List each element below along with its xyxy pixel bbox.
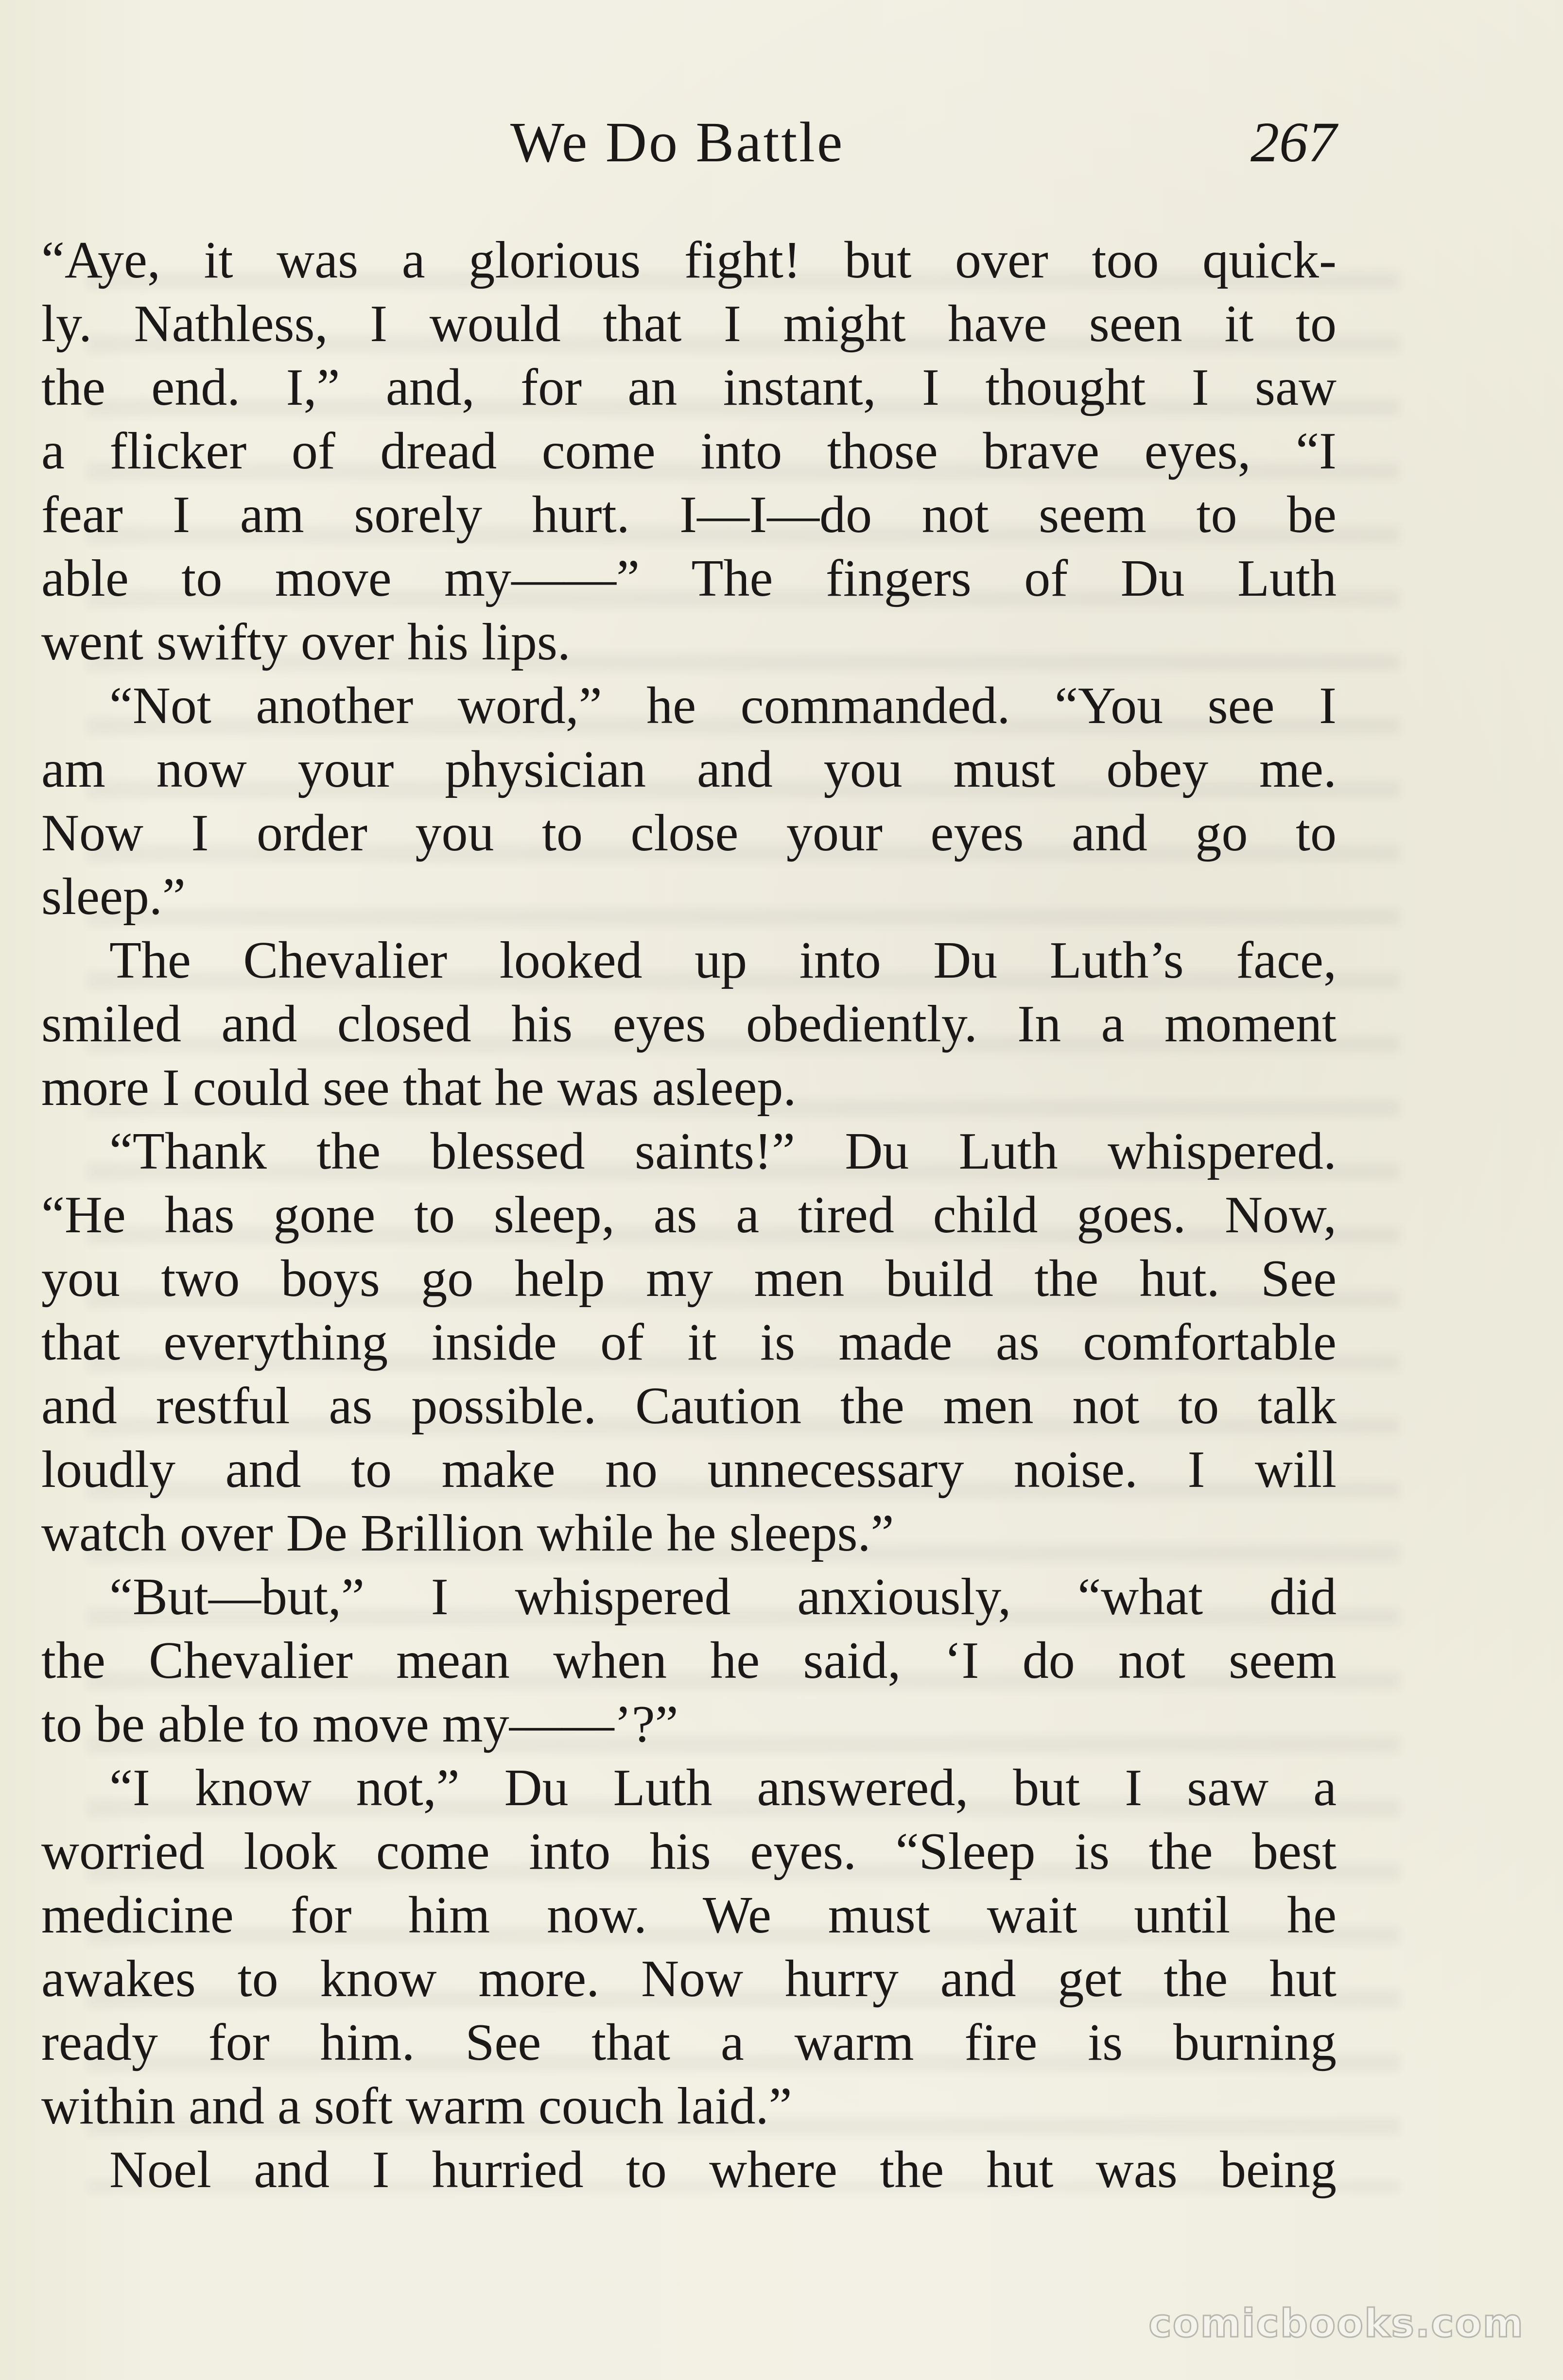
text-line: “Aye, it was a glorious fight! but over too quick- xyxy=(41,231,1337,289)
text-line: a flicker of dread come into those brave eyes, “I xyxy=(41,422,1337,480)
text-line: watch over De Brillion while he sleeps.” xyxy=(41,1504,894,1562)
text-line: more I could see that he was asleep. xyxy=(41,1059,797,1117)
text-line: sleep.” xyxy=(41,868,186,926)
text-line: awakes to know more. Now hurry and get the hut xyxy=(41,1950,1337,2008)
text-line: medicine for him now. We must wait until he xyxy=(41,1886,1337,1944)
text-line: worried look come into his eyes. “Sleep is the best xyxy=(41,1823,1337,1880)
text-line: smiled and closed his eyes obediently. In a moment xyxy=(41,995,1337,1053)
text-line: The Chevalier looked up into Du Luth’s face, xyxy=(109,931,1337,989)
text-line: fear I am sorely hurt. I—I—do not seem to be xyxy=(41,486,1337,544)
text-line: am now your physician and you must obey me. xyxy=(41,741,1337,798)
text-line: the Chevalier mean when he said, ‘I do not seem xyxy=(41,1632,1337,1690)
text-line: “I know not,” Du Luth answered, but I saw a xyxy=(109,1759,1337,1817)
text-line: you two boys go help my men build the hut. See xyxy=(41,1250,1337,1308)
text-line: to be able to move my——’?” xyxy=(41,1695,678,1753)
text-line: “Thank the blessed saints!” Du Luth whispered. xyxy=(109,1122,1337,1180)
page-number: 267 xyxy=(1250,110,1337,174)
text-line: within and a soft warm couch laid.” xyxy=(41,2077,792,2135)
text-line: able to move my——” The fingers of Du Luth xyxy=(41,550,1337,607)
text-line: went swifty over his lips. xyxy=(41,613,571,671)
text-line: “Not another word,” he commanded. “You see I xyxy=(109,677,1337,735)
text-line: Now I order you to close your eyes and go to xyxy=(41,804,1337,862)
text-line: “He has gone to sleep, as a tired child goes. Now, xyxy=(41,1186,1337,1244)
body-text xyxy=(41,228,1337,2202)
running-head: We Do Battle xyxy=(510,110,845,174)
text-line: Noel and I hurried to where the hut was being xyxy=(109,2141,1337,2199)
text-line: the end. I,” and, for an instant, I thought I saw xyxy=(41,359,1337,416)
text-line: ready for him. See that a warm fire is burning xyxy=(41,2014,1337,2071)
watermark-logo: comicbooks.com xyxy=(1148,2301,1524,2346)
text-line: that everything inside of it is made as comfortable xyxy=(41,1313,1337,1371)
text-line: loudly and to make no unnecessary noise. I will xyxy=(41,1441,1337,1499)
page-header xyxy=(44,109,1337,177)
text-line: “But—but,” I whispered anxiously, “what did xyxy=(109,1568,1337,1626)
text-line: ly. Nathless, I would that I might have seen it to xyxy=(41,295,1337,353)
text-line: and restful as possible. Caution the men not to talk xyxy=(41,1377,1337,1435)
